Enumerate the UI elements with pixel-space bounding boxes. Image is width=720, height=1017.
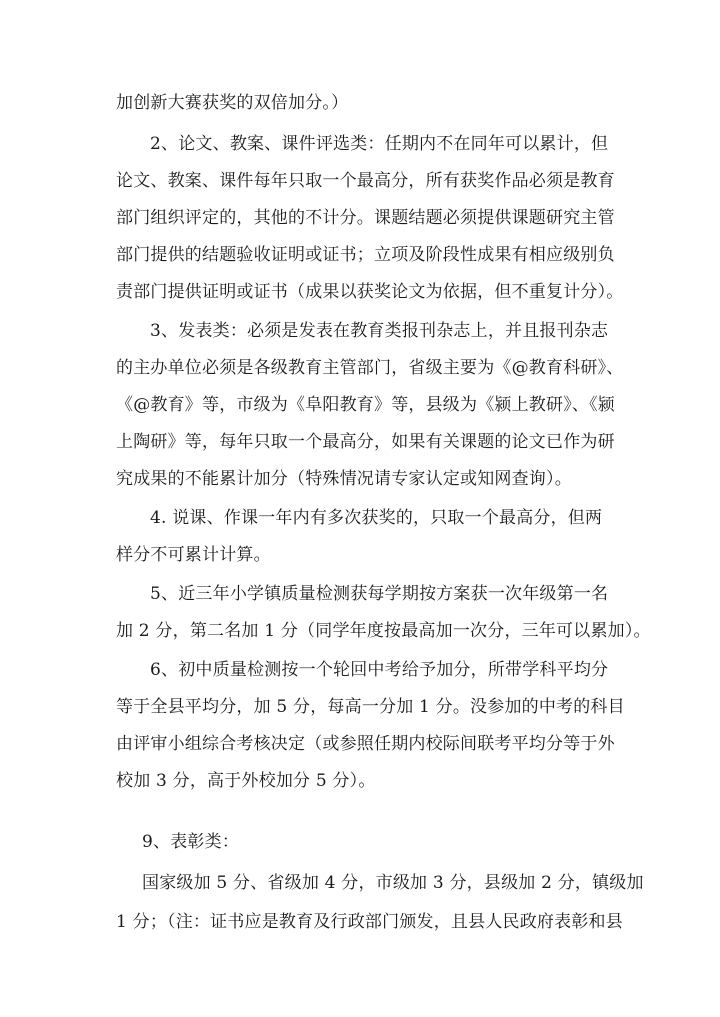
text-line: 1 分；（注：证书应是教育及行政部门颁发，且县人民政府表彰和县: [116, 912, 623, 932]
paragraph-3-heading: 3、发表类：必须是发表在教育类报刊杂志上，并且报刊杂志: [150, 321, 609, 341]
text-line: 的主办单位必须是各级教育主管部门，省级主要为《@教育科研》、: [116, 358, 624, 378]
text-line: 样分不可累计计算。: [116, 545, 271, 565]
paragraph-4-heading: 4. 说课、作课一年内有多次获奖的，只取一个最高分，但两: [150, 508, 603, 528]
paragraph-6-heading: 6、初中质量检测按一个轮回中考给予加分，所带学科平均分: [150, 660, 609, 680]
section-9-heading: 9、表彰类：: [142, 832, 240, 852]
text-line: 加创新大赛获奖的双倍加分。）: [116, 93, 349, 113]
text-line: 《@教育》等，市级为《阜阳教育》等，县级为《颍上教研》、《颍: [116, 395, 615, 415]
text-line: 加 2 分，第二名加 1 分（同学年度按最高加一次分，三年可以累加）。: [116, 621, 651, 641]
paragraph-2-heading: 2、论文、教案、课件评选类：任期内不在同年可以累计，但: [150, 134, 609, 154]
text-line: 部门提供的结题验收证明或证书；立项及阶段性成果有相应级别负: [116, 245, 615, 265]
text-line: 校加 3 分，高于外校加分 5 分）。: [116, 771, 376, 791]
text-line: 责部门提供证明或证书（成果以获奖论文为依据，但不重复计分）。: [116, 282, 624, 302]
text-line: 由评审小组综合考核决定（或参照任期内校际间联考平均分等于外: [116, 734, 615, 754]
text-line: 论文、教案、课件每年只取一个最高分，所有获奖作品必须是教育: [116, 171, 615, 191]
text-line: 国家级加 5 分、省级加 4 分，市级加 3 分，县级加 2 分，镇级加: [142, 873, 644, 893]
text-line: 部门组织评定的，其他的不计分。课题结题必须提供课题研究主管: [116, 208, 615, 228]
text-line: 等于全县平均分，加 5 分，每高一分加 1 分。没参加的中考的科目: [116, 697, 625, 717]
paragraph-5-heading: 5、近三年小学镇质量检测获每学期按方案获一次年级第一名: [150, 584, 609, 604]
text-line: 究成果的不能累计加分（特殊情况请专家认定或知网查询）。: [116, 469, 572, 489]
text-line: 上陶研》等，每年只取一个最高分，如果有关课题的论文已作为研: [116, 432, 615, 452]
